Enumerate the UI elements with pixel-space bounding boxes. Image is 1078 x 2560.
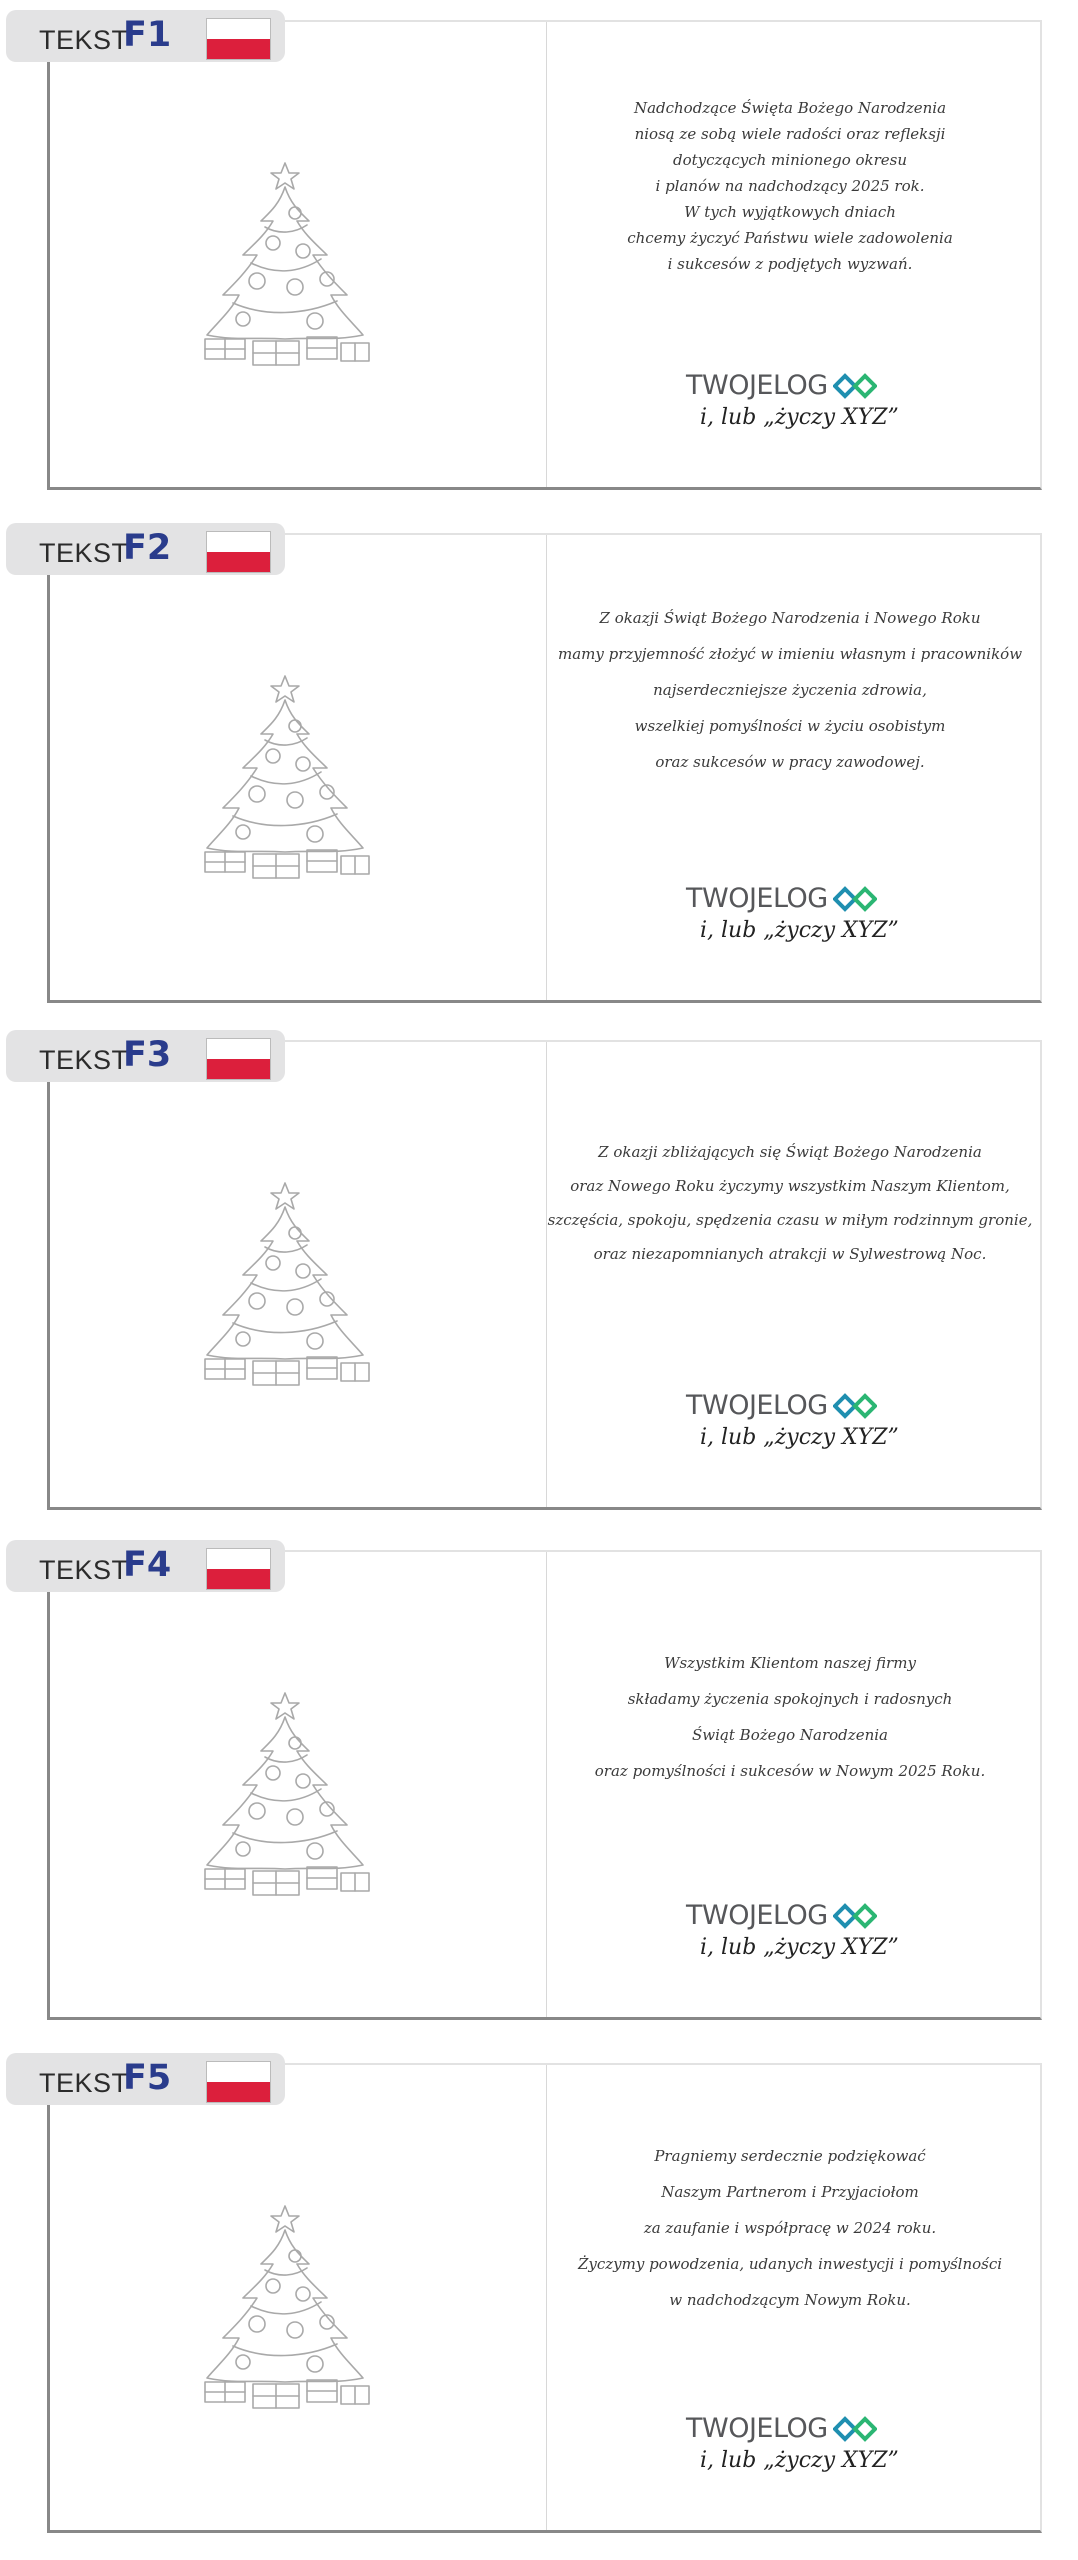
signature-text: i, lub „życzy XYZ” (700, 918, 899, 943)
greeting-line: mamy przyjemność złożyć w imieniu własnym i pracowników (557, 645, 1023, 663)
christmas-tree-icon (195, 155, 375, 375)
greeting-line: Wszystkim Klientom naszej firmy (664, 1654, 916, 1672)
greeting-line: chcemy życzyć Państwu wiele zadowolenia (627, 229, 953, 247)
greeting-text (540, 1645, 1040, 1789)
greeting-line: oraz pomyślności i sukcesów w Nowym 2025 Roku. (594, 1762, 986, 1780)
tekst-label: TEKST (39, 538, 129, 568)
christmas-tree-icon (195, 1685, 375, 1905)
variant-code: F5 (123, 2058, 172, 2098)
greeting-line: oraz Nowego Roku życzymy wszystkim Naszym Klientom, (570, 1177, 1010, 1195)
logo-mark-icon (833, 1393, 877, 1419)
greeting-line: najserdeczniejsze życzenia zdrowia, (653, 681, 927, 699)
company-logo (686, 1900, 886, 1940)
logo-text: TWOJELOG (686, 2413, 828, 2444)
logo-mark-icon (833, 373, 877, 399)
card-f2 (0, 513, 1078, 1013)
greeting-line: Życzymy powodzenia, udanych inwestycji i pomyślności (577, 2255, 1003, 2273)
greeting-line: Świąt Bożego Narodzenia (692, 1726, 888, 1744)
card-f1 (0, 0, 1078, 500)
greeting-line: za zaufanie i współpracę w 2024 roku. (643, 2219, 937, 2237)
logo-mark-icon (833, 1903, 877, 1929)
greeting-line: dotyczących minionego okresu (672, 151, 908, 169)
card-f5 (0, 2043, 1078, 2543)
poland-flag-icon (206, 2061, 271, 2103)
variant-code: F4 (123, 1545, 172, 1585)
logo-text: TWOJELOG (686, 370, 828, 401)
greeting-line: oraz niezapomnianych atrakcji w Sylwestrową Noc. (593, 1245, 987, 1263)
greeting-line: wszelkiej pomyślności w życiu osobistym (634, 717, 946, 735)
logo-mark-icon (833, 886, 877, 912)
greeting-line: w nadchodzącym Nowym Roku. (669, 2291, 911, 2309)
greeting-text (540, 2138, 1040, 2318)
greeting-line: oraz sukcesów w pracy zawodowej. (655, 753, 925, 771)
card-tab (6, 1540, 285, 1592)
greeting-line: i sukcesów z podjętych wyzwań. (667, 255, 913, 273)
logo-mark-icon (833, 2416, 877, 2442)
logo-text: TWOJELOG (686, 1390, 828, 1421)
greeting-line: Pragniemy serdecznie podziękować (654, 2147, 926, 2165)
company-logo (686, 1390, 886, 1430)
greeting-line: i planów na nadchodzący 2025 rok. (655, 177, 925, 195)
poland-flag-icon (206, 18, 271, 60)
greeting-line: szczęścia, spokoju, spędzenia czasu w miłym rodzinnym gronie, (547, 1211, 1033, 1229)
greeting-line: W tych wyjątkowych dniach (684, 203, 896, 221)
poland-flag-icon (206, 1548, 271, 1590)
greeting-line: składamy życzenia spokojnych i radosnych (627, 1690, 953, 1708)
greeting-line: Z okazji zbliżających się Świąt Bożego Narodzenia (598, 1143, 982, 1161)
card-tab (6, 1030, 285, 1082)
logo-text: TWOJELOG (686, 883, 828, 914)
variant-code: F2 (123, 528, 172, 568)
signature-text: i, lub „życzy XYZ” (700, 2448, 899, 2473)
signature-text: i, lub „życzy XYZ” (700, 405, 899, 430)
company-logo (686, 883, 886, 923)
signature-text: i, lub „życzy XYZ” (700, 1425, 899, 1450)
card-fold-line (546, 1042, 547, 1507)
greeting-line: niosą ze sobą wiele radości oraz refleksji (634, 125, 946, 143)
variant-code: F3 (123, 1035, 172, 1075)
christmas-tree-icon (195, 668, 375, 888)
tekst-label: TEKST (39, 25, 129, 55)
card-tab (6, 2053, 285, 2105)
greeting-text (540, 95, 1040, 277)
card-tab (6, 523, 285, 575)
company-logo (686, 370, 886, 410)
card-f3 (0, 1020, 1078, 1520)
christmas-tree-icon (195, 1175, 375, 1395)
tekst-label: TEKST (39, 2068, 129, 2098)
card-f4 (0, 1530, 1078, 2030)
greeting-line: Nadchodzące Święta Bożego Narodzenia (633, 99, 947, 117)
company-logo (686, 2413, 886, 2453)
signature-text: i, lub „życzy XYZ” (700, 1935, 899, 1960)
greeting-line: Naszym Partnerom i Przyjaciołom (661, 2183, 919, 2201)
logo-text: TWOJELOG (686, 1900, 828, 1931)
poland-flag-icon (206, 1038, 271, 1080)
tekst-label: TEKST (39, 1045, 129, 1075)
greeting-text (540, 1135, 1040, 1271)
greeting-text (540, 600, 1040, 780)
christmas-tree-icon (195, 2198, 375, 2418)
variant-code: F1 (123, 15, 172, 55)
card-tab (6, 10, 285, 62)
greeting-line: Z okazji Świąt Bożego Narodzenia i Nowego Roku (599, 609, 981, 627)
tekst-label: TEKST (39, 1555, 129, 1585)
poland-flag-icon (206, 531, 271, 573)
